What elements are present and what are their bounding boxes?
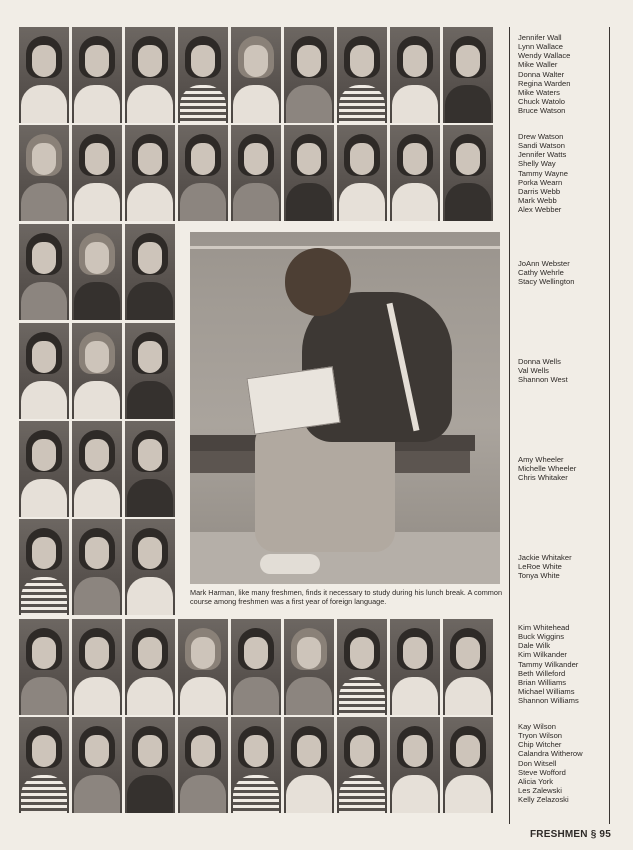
portrait [284,125,334,221]
student-name: Wendy Wallace [518,51,571,61]
student-name: Chuck Watolo [518,97,565,107]
student-name: Lynn Wallace [518,42,564,52]
student-name: Michael Williams [518,687,575,697]
student-name: Michelle Wheeler [518,464,577,474]
portrait [337,125,387,221]
student-name: Shannon West [518,375,568,385]
portrait [443,717,493,813]
wall-line [190,246,500,249]
student-name: Amy Wheeler [518,455,564,464]
student-name: Alicia York [518,776,554,786]
page-folio: FRESHMEN § 95 [530,829,611,840]
student-name: Buck Wiggins [518,632,565,642]
photo-caption: Mark Harman, like many freshmen, finds it necessary to study during his lunch break. A common course among freshmen was a first year of foreign language. [190,588,502,607]
student-name: Jennifer Watts [518,150,567,160]
portrait [231,125,281,221]
student-name: Mike Waller [518,60,558,70]
student-shoe [260,554,320,574]
portrait [284,619,334,715]
portrait [390,125,440,221]
portrait-row-5 [19,421,175,517]
name-group-7 [518,623,579,705]
student-name: Shelly Way [518,159,556,169]
portrait [284,27,334,123]
student-name: Tammy Wilkander [518,659,579,669]
name-group-6 [518,553,572,580]
portrait [178,27,228,123]
portrait [284,717,334,813]
open-book [246,366,340,435]
student-name: Jackie Whitaker [518,553,572,562]
portrait [125,27,175,123]
portrait [231,619,281,715]
student-name: Kelly Zelazoski [518,795,569,805]
portrait [390,619,440,715]
student-name: Chris Whitaker [518,473,568,483]
student-name: Don Witsell [518,758,557,768]
portrait [443,125,493,221]
portrait-row-6 [19,519,175,615]
name-group-3 [518,259,574,286]
name-group-5 [518,455,576,482]
student-name: Drew Watson [518,132,564,141]
portrait [125,224,175,320]
student-name: Mark Webb [518,196,557,206]
student-name: Val Wells [518,366,549,376]
feature-photo [190,232,500,584]
student-name: Porka Wearn [518,177,563,187]
portrait [390,717,440,813]
portrait [72,717,122,813]
student-name: Regina Warden [518,78,571,88]
portrait [178,125,228,221]
student-name: Brian Williams [518,677,567,687]
student-name: Tammy Wayne [518,168,568,178]
portrait [72,125,122,221]
portrait [72,323,122,419]
portrait-row-8 [19,717,493,813]
student-name: Jennifer Wall [518,33,562,42]
name-group-1 [518,33,570,115]
student-name: Tonya White [518,571,560,581]
name-group-2 [518,132,568,214]
portrait [178,717,228,813]
portrait [72,224,122,320]
name-column [509,27,610,824]
portrait [19,519,69,615]
student-name: Tryon Wilson [518,731,563,741]
portrait [72,619,122,715]
portrait [443,27,493,123]
portrait [72,27,122,123]
portrait [337,717,387,813]
portrait-row-4 [19,323,175,419]
student-name: Bruce Watson [518,106,566,116]
student-name: Kay Wilson [518,722,556,731]
portrait [337,619,387,715]
student-name: Shannon Williams [518,696,579,706]
portrait-row-3 [19,224,175,320]
student-name: JoAnn Webster [518,259,570,268]
student-name: Kim Whitehead [518,623,570,632]
name-group-4 [518,357,568,384]
portrait [125,421,175,517]
portrait [337,27,387,123]
student-name: Beth Willeford [518,668,566,678]
portrait [72,519,122,615]
student-name: Sandi Watson [518,141,565,151]
student-name: Mike Waters [518,87,560,97]
student-name: Steve Wofford [518,767,566,777]
portrait [19,224,69,320]
portrait [19,421,69,517]
portrait [390,27,440,123]
portrait [231,717,281,813]
student-name: Kim Wilkander [518,650,567,660]
student-name: Stacy Wellington [518,277,575,287]
portrait [443,619,493,715]
portrait [19,125,69,221]
student-name: Calandra Witherow [518,749,583,759]
student-name: Darris Webb [518,186,561,196]
portrait-row-1 [19,27,493,123]
portrait-row-2 [19,125,493,221]
portrait [125,519,175,615]
portrait [125,619,175,715]
portrait [72,421,122,517]
student-name: Alex Webber [518,205,562,215]
portrait [19,323,69,419]
portrait [19,717,69,813]
portrait [19,27,69,123]
portrait-row-7 [19,619,493,715]
portrait [231,27,281,123]
name-group-8 [518,722,583,804]
student-name: Donna Wells [518,357,561,366]
portrait [19,619,69,715]
portrait [125,323,175,419]
portrait [178,619,228,715]
student-name: Chip Witcher [518,740,562,750]
student-name: LeRoe White [518,562,562,572]
student-name: Donna Walter [518,69,565,79]
student-name: Cathy Wehrle [518,268,564,278]
portrait [125,125,175,221]
student-name: Les Zalewski [518,786,562,796]
portrait [125,717,175,813]
student-name: Dale Wilk [518,641,551,651]
student-head [285,248,351,316]
